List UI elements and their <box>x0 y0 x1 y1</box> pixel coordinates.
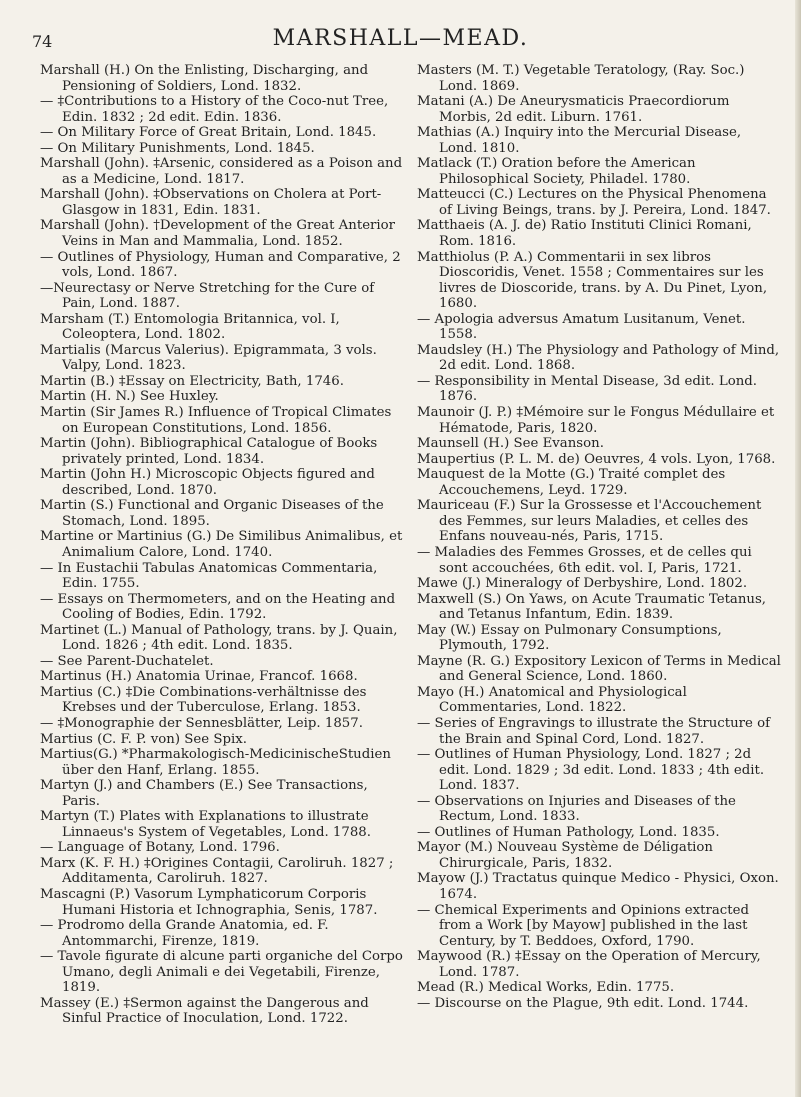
bibliography-entry: Matteucci (C.) Lectures on the Physical Phenomena of Living Beings, trans. by J. Pereira, Lond. 1847. <box>417 187 771 218</box>
left-column <box>40 63 404 1027</box>
bibliography-entry: Marshall (John). ‡Arsenic, considered as a Poison and as a Medicine, Lond. 1817. <box>40 156 403 187</box>
bibliography-entry: — Language of Botany, Lond. 1796. <box>40 840 280 856</box>
bibliography-entry: Martialis (Marcus Valerius). Epigrammata, 3 vols. Valpy, Lond. 1823. <box>40 342 377 374</box>
bibliography-entry: Martius(G.) *Pharmakologisch-MedicinischeStudien über den Hanf, Erlang. 1855. <box>40 747 391 778</box>
bibliography-entry: May (W.) Essay on Pulmonary Consumptions, Plymouth, 1792. <box>417 622 722 654</box>
bibliography-entry: Matthaeis (A. J. de) Ratio Instituti Clinici Romani, Rom. 1816. <box>417 218 752 250</box>
bibliography-entry: — Outlines of Human Physiology, Lond. 1827 ; 2d edit. Lond. 1829 ; 3d edit. Lond. 1833 ; 4th edit. Lond. 1837. <box>417 747 765 794</box>
bibliography-entry: Marsham (T.) Entomologia Britannica, vol. I, Coleoptera, Lond. 1802. <box>40 311 340 343</box>
bibliography-entry: — On Military Punishments, Lond. 1845. <box>40 140 315 156</box>
running-head: MARSHALL—MEAD. <box>272 26 529 51</box>
page-number: 74 <box>32 32 53 51</box>
bibliography-entry: — On Military Force of Great Britain, Lond. 1845. <box>40 125 377 141</box>
bibliography-entry: — ‡Monographie der Sennesblätter, Leip. 1857. <box>40 715 363 731</box>
bibliography-entry: Matani (A.) De Aneurysmaticis Praecordiorum Morbis, 2d edit. Liburn. 1761. <box>417 94 730 125</box>
bibliography-entry: — Responsibility in Mental Disease, 3d edit. Lond. 1876. <box>417 373 758 405</box>
bibliography-entry: Maxwell (S.) On Yaws, on Acute Traumatic Tetanus, and Tetanus Infantum, Edin. 1839. <box>417 591 767 623</box>
bibliography-entry: Martius (C. F. P. von) See Spix. <box>40 731 247 747</box>
bibliography-entry: Mauriceau (F.) Sur la Grossesse et l'Accouchement des Femmes, sur leurs Maladies, et celles des Enfans nouveau-nés, Paris, 1715. <box>417 498 762 545</box>
bibliography-entry: — Prodromo della Grande Anatomia, ed. F. Antommarchi, Firenze, 1819. <box>40 918 329 949</box>
bibliography-entry: — Maladies des Femmes Grosses, et de celles qui sont accouchées, 6th edit. vol. I, Paris, 1721. <box>417 544 752 576</box>
bibliography-entry: — Chemical Experiments and Opinions extracted from a Work [by Mayow] published in the last Century, by T. Beddoes, Oxford, 1790. <box>417 902 749 949</box>
bibliography-entry: Maupertius (P. L. M. de) Oeuvres, 4 vols. Lyon, 1768. <box>417 451 776 467</box>
bibliography-entry: Martyn (T.) Plates with Explanations to illustrate Linnaeus's System of Vegetables, Lond. 1788. <box>40 809 371 840</box>
bibliography-entry: Matthiolus (P. A.) Commentarii in sex libros Dioscoridis, Venet. 1558 ; Commentaires sur les livres de Dioscoride, trans. by A. Du Pinet, Lyon, 1680. <box>417 249 768 312</box>
bibliography-entry: Martinet (L.) Manual of Pathology, trans. by J. Quain, Lond. 1826 ; 4th edit. Lond. 1835. <box>40 622 398 654</box>
bibliography-entry: — Series of Engravings to illustrate the Structure of the Brain and Spinal Cord, Lond. 1827. <box>417 715 771 747</box>
bibliography-entry: — Apologia adversus Amatum Lusitanum, Venet. 1558. <box>417 311 746 343</box>
bibliography-entry: Maywood (R.) ‡Essay on the Operation of Mercury, Lond. 1787. <box>417 949 761 980</box>
bibliography-entry: Maunsell (H.) See Evanson. <box>417 436 604 452</box>
bibliography-entry: Marshall (John). ‡Observations on Cholera at Port-Glasgow in 1831, Edin. 1831. <box>40 187 382 218</box>
bibliography-entry: Marshall (H.) On the Enlisting, Discharging, and Pensioning of Soldiers, Lond. 1832. <box>40 63 369 94</box>
bibliography-entry: — ‡Contributions to a History of the Coco-nut Tree, Edin. 1832 ; 2d edit. Edin. 1836. <box>40 94 389 125</box>
bibliography-entry: Mayo (H.) Anatomical and Physiological Commentaries, Lond. 1822. <box>417 684 687 716</box>
bibliography-entry: Mauquest de la Motte (G.) Traité complet des Accouchemens, Leyd. 1729. <box>417 467 726 498</box>
bibliography-entry: Marshall (John). †Development of the Great Anterior Veins in Man and Mammalia, Lond. 1852. <box>40 218 396 250</box>
bibliography-entry: Mawe (J.) Mineralogy of Derbyshire, Lond. 1802. <box>417 576 748 592</box>
bibliography-entry: Martin (H. N.) See Huxley. <box>40 389 219 405</box>
bibliography-entry: Masters (M. T.) Vegetable Teratology, (Ray. Soc.) Lond. 1869. <box>417 63 745 94</box>
bibliography-entry: Mead (R.) Medical Works, Edin. 1775. <box>417 980 675 996</box>
bibliography-entry: Martin (John H.) Microscopic Objects figured and described, Lond. 1870. <box>40 467 375 498</box>
bibliography-entry: Martinus (H.) Anatomia Urinae, Francof. 1668. <box>40 669 358 685</box>
bibliography-entry: — Discourse on the Plague, 9th edit. Lond. 1744. <box>417 995 749 1011</box>
right-column <box>417 63 781 1011</box>
bibliography-entry: Maunoir (J. P.) ‡Mémoire sur le Fongus Médullaire et Hématode, Paris, 1820. <box>417 405 775 436</box>
bibliography-entry: Massey (E.) ‡Sermon against the Dangerous and Sinful Practice of Inoculation, Lond. 1722. <box>40 995 369 1027</box>
bibliography-entry: — Outlines of Physiology, Human and Comparative, 2 vols, Lond. 1867. <box>40 249 401 281</box>
bibliography-entry: — See Parent-Duchatelet. <box>40 653 214 669</box>
bibliography-entry: Martius (C.) ‡Die Combinations-verhältnisse des Krebses und der Tuberculose, Erlang. 1853. <box>40 684 367 716</box>
bibliography-entry: Mayne (R. G.) Expository Lexicon of Terms in Medical and General Science, Lond. 1860. <box>417 653 781 685</box>
bibliography-entry: Marx (K. F. H.) ‡Origines Contagii, Caroliruh. 1827 ; Additamenta, Caroliruh. 1827. <box>40 855 394 887</box>
bibliography-entry: — Essays on Thermometers, and on the Heating and Cooling of Bodies, Edin. 1792. <box>40 591 396 623</box>
bibliography-entry: Mascagni (P.) Vasorum Lymphaticorum Corporis Humani Historia et Ichnographia, Senis, 1787. <box>40 886 378 918</box>
bibliography-entry: Matlack (T.) Oration before the American Philosophical Society, Philadel. 1780. <box>417 156 696 187</box>
bibliography-entry: Martine or Martinius (G.) De Similibus Animalibus, et Animalium Calore, Lond. 1740. <box>40 529 403 560</box>
bibliography-entry: Maudsley (H.) The Physiology and Pathology of Mind, 2d edit. Lond. 1868. <box>417 342 780 374</box>
bibliography-entry: Mayor (M.) Nouveau Système de Déligation Chirurgicale, Paris, 1832. <box>417 840 713 871</box>
bibliography-entry: — Observations on Injuries and Diseases of the Rectum, Lond. 1833. <box>417 793 736 825</box>
bibliography-entry: — Tavole figurate di alcune parti organiche del Corpo Umano, degli Animali e dei Vegetabili, Firenze, 1819. <box>40 949 403 996</box>
page-header <box>0 26 801 56</box>
bibliography-entry: Martin (B.) ‡Essay on Electricity, Bath, 1746. <box>40 373 344 389</box>
bibliography-entry: Mayow (J.) Tractatus quinque Medico - Physici, Oxon. 1674. <box>417 871 779 902</box>
bibliography-entry: — Outlines of Human Pathology, Lond. 1835. <box>417 824 720 840</box>
bibliography-entry: —Neurectasy or Nerve Stretching for the Cure of Pain, Lond. 1887. <box>40 280 375 312</box>
bibliography-entry: Mathias (A.) Inquiry into the Mercurial Disease, Lond. 1810. <box>417 125 742 156</box>
bibliography-entry: Martin (Sir James R.) Influence of Tropical Climates on European Constitutions, Lond. 1856. <box>40 405 392 436</box>
bibliography-entry: — In Eustachii Tabulas Anatomicas Commentaria, Edin. 1755. <box>40 560 378 592</box>
bibliography-entry: Martin (John). Bibliographical Catalogue of Books privately printed, Lond. 1834. <box>40 436 378 467</box>
page-edge <box>795 0 801 1097</box>
bibliography-entry: Martyn (J.) and Chambers (E.) See Transactions, Paris. <box>40 778 368 809</box>
bibliography-entry: Martin (S.) Functional and Organic Diseases of the Stomach, Lond. 1895. <box>40 498 384 529</box>
